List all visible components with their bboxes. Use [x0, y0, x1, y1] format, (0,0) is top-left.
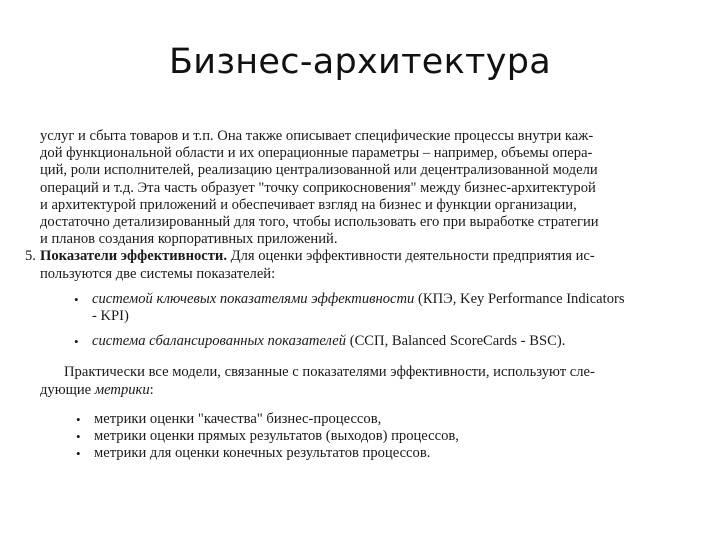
intro-line: и планов создания корпоративных приложений.: [40, 231, 338, 248]
item-5-first-line: [25, 248, 708, 265]
intro-line: ций, роли исполнителей, реализацию централизованной или децентрализованной модели: [40, 162, 598, 179]
list-item: [40, 428, 708, 445]
practice-line: Практически все модели, связанные с показателями эффективности, используют сле-: [64, 364, 595, 381]
practice-paragraph: [40, 364, 708, 398]
intro-line: достаточно детализированный для того, чтобы использовать его при выработке стратегии: [40, 214, 599, 231]
bullet-icon: •: [76, 429, 81, 445]
document-body: [25, 128, 708, 462]
intro-line: услуг и сбыта товаров и т.п. Она также описывает специфические процессы внутри каж-: [40, 128, 594, 144]
bullet-italic-text: система сбалансированных показателей: [92, 333, 347, 350]
metrics-list: [40, 411, 708, 463]
list-item: [40, 445, 708, 462]
intro-line: и архитектурой приложений и обеспечивает взгляд на бизнес и функции организации,: [40, 196, 577, 213]
metric-text: метрики для оценки конечных результатов процессов.: [94, 445, 431, 462]
item-5: [25, 248, 708, 350]
bullet-text: (ССП, Balanced ScoreCards - BSC).: [346, 333, 566, 350]
item-text: Для оценки эффективности деятельности предприятия ис-: [226, 248, 595, 265]
practice-line-2: [40, 382, 708, 399]
metric-text: метрики оценки прямых результатов (выходов) процессов,: [94, 428, 459, 445]
practice-italic: метрики: [94, 381, 150, 398]
intro-line: операций и т.д. Эта часть образует "точку соприкосновения" между бизнес-архитектурой: [40, 179, 596, 196]
practice-text-end: :: [149, 381, 154, 398]
bullet-text: (КПЭ, Key Performance Indicators: [414, 290, 625, 307]
intro-line: дой функциональной области и их операционные параметры – например, объемы опера-: [40, 145, 593, 162]
bullet-icon: •: [74, 334, 79, 350]
bullet-item-kpi: [40, 291, 708, 308]
metric-text: метрики оценки "качества" бизнес-процессов,: [94, 410, 382, 427]
practice-text: дующие: [40, 381, 95, 398]
intro-paragraph: [40, 128, 708, 248]
bullet-icon: •: [74, 291, 79, 307]
bullet-continuation: - KPI): [92, 308, 129, 325]
bullet-icon: •: [76, 446, 81, 462]
item-heading: Показатели эффективности.: [40, 248, 227, 265]
item-text-line: пользуются две системы показателей:: [40, 265, 276, 282]
bullet-italic-text: системой ключевых показателями эффективности: [92, 290, 415, 307]
bullet-icon: •: [76, 411, 81, 427]
list-item: [40, 411, 708, 428]
bullet-item-bsc: [40, 333, 708, 350]
slide-title: Бизнес-архитектура: [168, 42, 551, 82]
item-number: 5.: [25, 248, 36, 265]
